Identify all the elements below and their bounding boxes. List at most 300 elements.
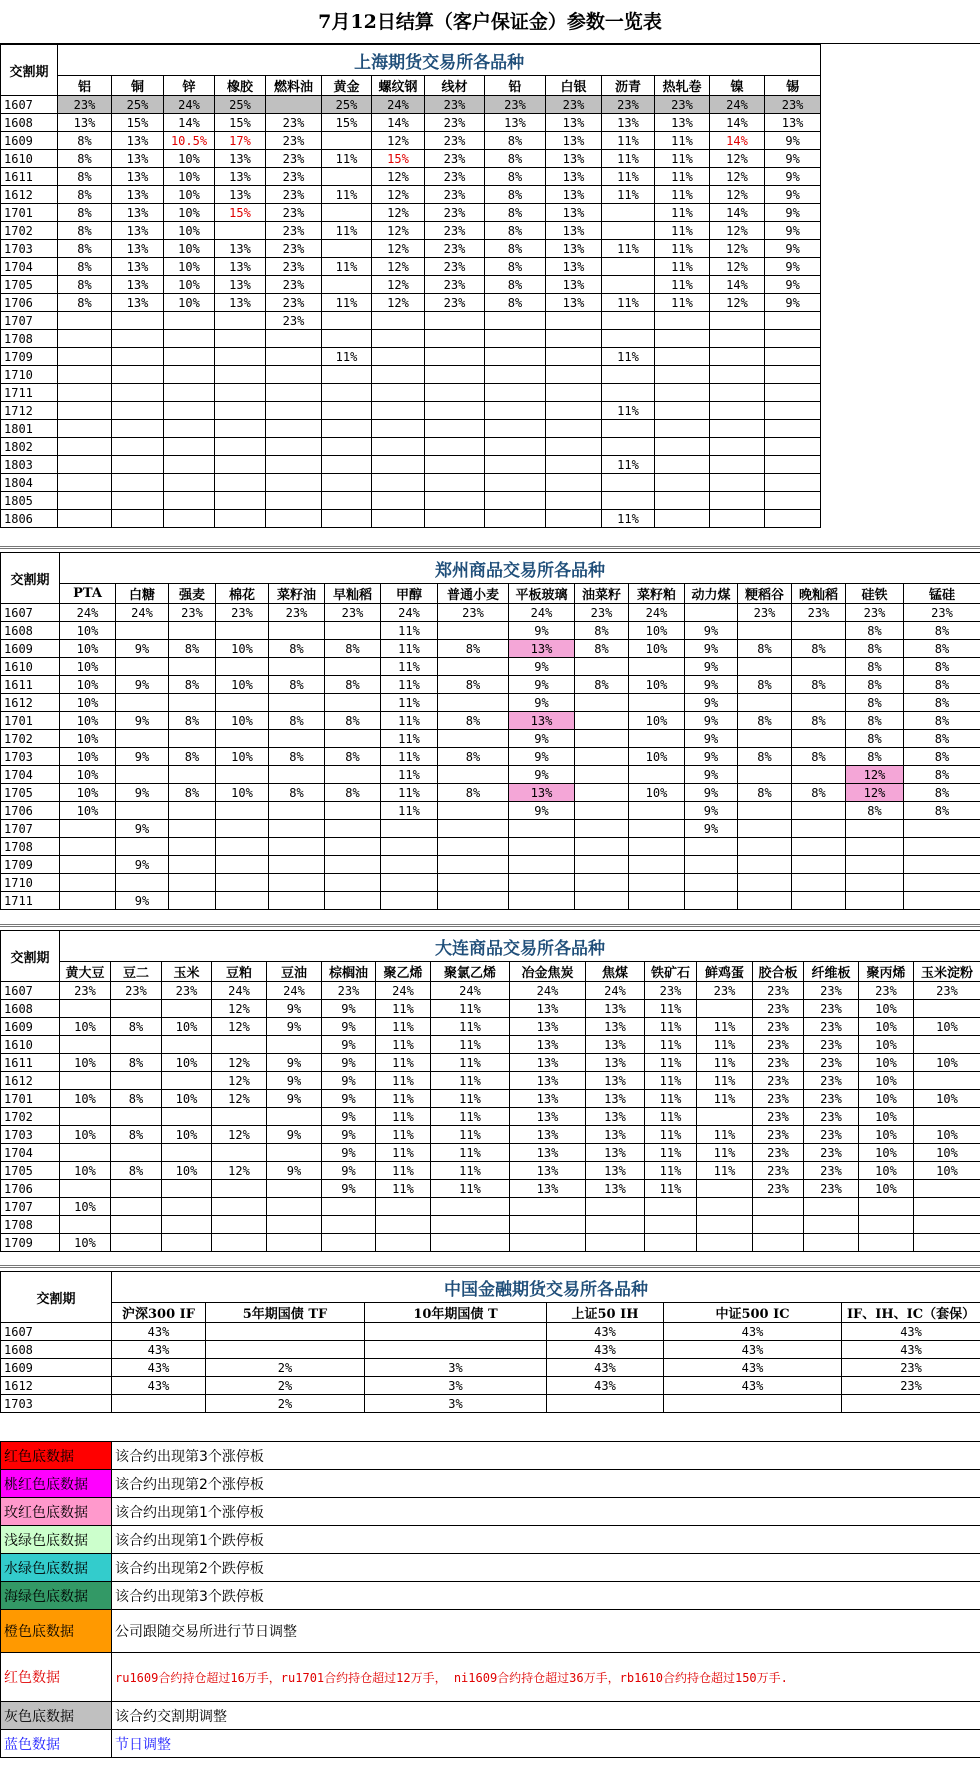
margin-cell: 8% [904, 676, 980, 694]
margin-cell [914, 1000, 980, 1018]
margin-cell: 12% [372, 294, 425, 312]
margin-cell: 9% [765, 204, 821, 222]
margin-cell: 10% [162, 1054, 212, 1072]
margin-cell [425, 348, 485, 366]
margin-cell [169, 658, 216, 676]
margin-cell [322, 510, 372, 528]
margin-cell [859, 1198, 914, 1216]
margin-cell: 13% [215, 258, 266, 276]
margin-cell [586, 1198, 645, 1216]
margin-cell: 11% [655, 132, 710, 150]
margin-cell: 10% [60, 748, 116, 766]
table-row [1, 366, 821, 384]
margin-cell: 12% [372, 132, 425, 150]
margin-cell [629, 802, 685, 820]
table-row [1, 1162, 980, 1180]
margin-cell: 10% [164, 168, 215, 186]
margin-cell [914, 1198, 980, 1216]
margin-cell: 11% [381, 730, 438, 748]
margin-cell [216, 730, 269, 748]
margin-cell [575, 694, 629, 712]
margin-cell: 10% [216, 640, 269, 658]
delivery-month: 1708 [1, 330, 58, 348]
margin-cell [372, 312, 425, 330]
margin-cell [322, 384, 372, 402]
margin-cell [655, 456, 710, 474]
margin-cell [162, 1216, 212, 1234]
margin-cell [846, 892, 904, 910]
margin-cell [267, 1108, 322, 1126]
margin-cell: 9% [116, 892, 169, 910]
margin-cell: 24% [586, 982, 645, 1000]
margin-cell [58, 402, 112, 420]
margin-cell: 10% [859, 1072, 914, 1090]
margin-cell [58, 366, 112, 384]
margin-cell: 11% [381, 802, 438, 820]
delivery-month: 1708 [1, 1216, 60, 1234]
margin-cell: 11% [381, 748, 438, 766]
column-header: 5年期国债 TF [206, 1303, 365, 1323]
margin-cell: 8% [269, 748, 325, 766]
shfe-section [0, 44, 821, 528]
table-row [1, 1234, 980, 1252]
margin-cell [438, 892, 509, 910]
delivery-month: 1612 [1, 1377, 112, 1395]
delivery-month: 1609 [1, 1018, 60, 1036]
legend-description: 该合约出现第3个涨停板 [112, 1442, 980, 1470]
margin-cell [485, 348, 546, 366]
margin-cell: 8% [485, 204, 546, 222]
margin-cell: 10% [60, 658, 116, 676]
margin-cell: 9% [685, 622, 738, 640]
delivery-month: 1703 [1, 240, 58, 258]
margin-cell: 10% [164, 186, 215, 204]
column-header: 热轧卷 [655, 76, 710, 96]
margin-cell: 24% [212, 982, 267, 1000]
margin-cell [645, 1216, 697, 1234]
margin-cell [546, 510, 602, 528]
margin-cell: 11% [697, 1162, 753, 1180]
margin-cell [738, 856, 792, 874]
margin-cell [266, 96, 322, 114]
margin-cell: 15% [215, 114, 266, 132]
margin-cell: 23% [804, 1054, 859, 1072]
margin-cell: 11% [655, 186, 710, 204]
margin-cell: 12% [372, 168, 425, 186]
period-header: 交割期 [1, 1272, 112, 1323]
margin-cell [792, 622, 846, 640]
margin-cell [266, 474, 322, 492]
margin-cell [112, 510, 164, 528]
margin-cell [792, 892, 846, 910]
margin-cell [216, 820, 269, 838]
column-header: 纤维板 [804, 962, 859, 982]
exchange-title: 上海期货交易所各品种 [58, 45, 821, 76]
margin-cell [765, 348, 821, 366]
margin-cell: 8% [58, 276, 112, 294]
margin-cell: 10% [859, 1108, 914, 1126]
margin-cell: 9% [322, 1036, 376, 1054]
margin-cell [602, 330, 655, 348]
margin-cell [575, 658, 629, 676]
margin-cell [602, 384, 655, 402]
table-row [1, 1018, 980, 1036]
margin-cell [216, 694, 269, 712]
margin-cell: 10% [60, 640, 116, 658]
margin-cell: 13% [509, 640, 575, 658]
margin-cell: 10% [914, 1126, 980, 1144]
margin-cell [116, 802, 169, 820]
margin-cell: 9% [322, 1090, 376, 1108]
margin-cell [372, 330, 425, 348]
delivery-month: 1703 [1, 748, 60, 766]
margin-cell: 23% [169, 604, 216, 622]
margin-cell [376, 1234, 431, 1252]
margin-cell [425, 402, 485, 420]
margin-cell [325, 874, 381, 892]
margin-cell [425, 312, 485, 330]
delivery-month: 1608 [1, 114, 58, 132]
margin-cell [381, 838, 438, 856]
margin-cell [267, 1036, 322, 1054]
legend-row [1, 1610, 980, 1653]
margin-cell: 24% [510, 982, 586, 1000]
margin-cell [266, 366, 322, 384]
margin-cell: 23% [425, 276, 485, 294]
margin-cell: 13% [215, 294, 266, 312]
margin-cell: 9% [685, 694, 738, 712]
margin-cell [206, 1341, 365, 1359]
margin-cell [206, 1323, 365, 1341]
margin-cell [738, 874, 792, 892]
margin-cell [914, 1072, 980, 1090]
delivery-month: 1609 [1, 640, 60, 658]
margin-cell: 14% [710, 276, 765, 294]
margin-cell: 13% [602, 114, 655, 132]
margin-cell [267, 1180, 322, 1198]
column-header: 硅铁 [846, 584, 904, 604]
margin-cell [804, 1234, 859, 1252]
table-row [1, 1341, 980, 1359]
margin-cell: 23% [266, 150, 322, 168]
margin-cell: 12% [212, 1126, 267, 1144]
margin-cell: 11% [697, 1090, 753, 1108]
column-header: 焦煤 [586, 962, 645, 982]
margin-cell: 11% [431, 1180, 510, 1198]
margin-cell [164, 402, 215, 420]
margin-cell: 11% [645, 1162, 697, 1180]
margin-cell: 8% [846, 802, 904, 820]
margin-cell [212, 1216, 267, 1234]
margin-cell: 13% [586, 1000, 645, 1018]
margin-cell: 9% [322, 1018, 376, 1036]
margin-cell [267, 1144, 322, 1162]
margin-cell: 9% [116, 640, 169, 658]
margin-cell [904, 820, 980, 838]
column-header: 黄大豆 [60, 962, 111, 982]
delivery-month: 1702 [1, 222, 58, 240]
margin-cell: 23% [753, 1126, 804, 1144]
delivery-month: 1710 [1, 366, 58, 384]
table-row [1, 186, 821, 204]
margin-cell: 11% [376, 1108, 431, 1126]
delivery-month: 1611 [1, 676, 60, 694]
legend-label: 灰色底数据 [1, 1702, 112, 1730]
margin-cell: 11% [376, 1090, 431, 1108]
margin-cell: 9% [685, 766, 738, 784]
margin-cell [425, 330, 485, 348]
margin-cell: 12% [372, 222, 425, 240]
margin-cell [111, 1000, 162, 1018]
margin-cell [164, 348, 215, 366]
margin-cell [216, 622, 269, 640]
column-header: 普通小麦 [438, 584, 509, 604]
margin-cell: 12% [710, 186, 765, 204]
margin-cell [215, 312, 266, 330]
legend-label: 海绿色底数据 [1, 1582, 112, 1610]
margin-cell: 8% [792, 784, 846, 802]
margin-cell [215, 330, 266, 348]
margin-cell: 8% [58, 168, 112, 186]
margin-cell: 8% [58, 258, 112, 276]
margin-cell [112, 348, 164, 366]
margin-cell [212, 1036, 267, 1054]
margin-cell: 3% [365, 1395, 547, 1413]
margin-cell [685, 874, 738, 892]
table-row [1, 1144, 980, 1162]
margin-cell: 11% [602, 168, 655, 186]
margin-cell: 9% [685, 802, 738, 820]
margin-cell [267, 1198, 322, 1216]
margin-cell [846, 820, 904, 838]
margin-cell: 23% [266, 222, 322, 240]
margin-cell: 13% [112, 258, 164, 276]
margin-cell: 8% [58, 186, 112, 204]
margin-cell [792, 802, 846, 820]
margin-cell: 10% [164, 222, 215, 240]
delivery-month: 1610 [1, 658, 60, 676]
margin-cell: 8% [269, 712, 325, 730]
margin-cell [162, 1000, 212, 1018]
margin-cell [164, 510, 215, 528]
margin-cell [216, 658, 269, 676]
margin-cell: 10% [859, 1036, 914, 1054]
margin-cell [58, 492, 112, 510]
margin-cell [438, 766, 509, 784]
margin-cell: 23% [266, 132, 322, 150]
margin-cell: 43% [664, 1323, 842, 1341]
margin-cell: 24% [267, 982, 322, 1000]
margin-cell: 23% [58, 96, 112, 114]
margin-cell [425, 438, 485, 456]
margin-cell: 10% [60, 1162, 111, 1180]
margin-cell [372, 438, 425, 456]
margin-cell: 24% [116, 604, 169, 622]
delivery-month: 1702 [1, 730, 60, 748]
margin-cell: 8% [169, 712, 216, 730]
legend-description: 公司跟随交易所进行节日调整 [112, 1610, 980, 1653]
margin-cell [738, 766, 792, 784]
margin-cell: 23% [842, 1377, 980, 1395]
margin-cell: 11% [322, 150, 372, 168]
margin-cell: 23% [266, 114, 322, 132]
table-row [1, 1395, 980, 1413]
margin-cell [112, 402, 164, 420]
margin-cell: 23% [425, 240, 485, 258]
margin-cell: 13% [510, 1090, 586, 1108]
margin-cell [322, 1216, 376, 1234]
column-header: 早籼稻 [325, 584, 381, 604]
margin-cell: 13% [215, 240, 266, 258]
margin-cell: 23% [842, 1359, 980, 1377]
margin-cell: 23% [804, 1036, 859, 1054]
margin-cell: 11% [645, 1126, 697, 1144]
margin-cell [510, 1234, 586, 1252]
margin-cell [710, 474, 765, 492]
margin-cell: 8% [111, 1090, 162, 1108]
delivery-month: 1607 [1, 604, 60, 622]
margin-cell [485, 402, 546, 420]
margin-cell: 43% [664, 1377, 842, 1395]
margin-cell [162, 1108, 212, 1126]
margin-cell [60, 1180, 111, 1198]
margin-cell: 11% [697, 1072, 753, 1090]
table-row [1, 240, 821, 258]
margin-cell [60, 1144, 111, 1162]
margin-cell [438, 838, 509, 856]
delivery-month: 1701 [1, 1090, 60, 1108]
margin-cell [112, 384, 164, 402]
margin-cell [269, 802, 325, 820]
column-header: 油菜籽 [575, 584, 629, 604]
margin-cell: 9% [685, 784, 738, 802]
margin-cell: 11% [431, 1162, 510, 1180]
margin-cell [322, 438, 372, 456]
table-row [1, 510, 821, 528]
margin-cell: 10% [60, 712, 116, 730]
margin-cell: 11% [645, 1054, 697, 1072]
margin-cell: 8% [169, 748, 216, 766]
margin-cell [602, 492, 655, 510]
margin-cell: 11% [376, 1162, 431, 1180]
table-row [1, 402, 821, 420]
section-divider [0, 924, 980, 927]
margin-cell: 10% [859, 1126, 914, 1144]
margin-cell [164, 366, 215, 384]
column-header: 豆二 [111, 962, 162, 982]
margin-cell [267, 1234, 322, 1252]
margin-cell [738, 730, 792, 748]
margin-cell: 8% [904, 640, 980, 658]
margin-cell: 23% [266, 294, 322, 312]
margin-cell: 23% [425, 132, 485, 150]
margin-cell [322, 492, 372, 510]
period-header: 交割期 [1, 45, 58, 96]
margin-cell: 23% [425, 294, 485, 312]
legend-description: ru1609合约持仓超过16万手，ru1701合约持仓超过12万手， ni1609合约持仓超过36万手，rb1610合约持仓超过150万手. [112, 1653, 980, 1702]
margin-cell: 8% [169, 640, 216, 658]
table-row [1, 132, 821, 150]
margin-cell: 13% [546, 258, 602, 276]
delivery-month: 1706 [1, 1180, 60, 1198]
margin-cell [710, 312, 765, 330]
margin-cell [162, 1036, 212, 1054]
margin-cell: 11% [322, 222, 372, 240]
delivery-month: 1711 [1, 892, 60, 910]
margin-cell: 10% [60, 1126, 111, 1144]
table-row [1, 1054, 980, 1072]
margin-cell: 11% [431, 1018, 510, 1036]
margin-cell [112, 474, 164, 492]
margin-cell: 11% [645, 1036, 697, 1054]
margin-cell [212, 1180, 267, 1198]
margin-cell [266, 330, 322, 348]
margin-cell [645, 1198, 697, 1216]
margin-cell [846, 838, 904, 856]
margin-cell: 11% [645, 1090, 697, 1108]
margin-cell: 11% [655, 240, 710, 258]
margin-cell [425, 384, 485, 402]
margin-cell: 24% [376, 982, 431, 1000]
margin-cell [546, 438, 602, 456]
margin-cell: 11% [602, 294, 655, 312]
margin-cell [269, 874, 325, 892]
margin-cell: 10% [914, 1162, 980, 1180]
margin-cell: 13% [510, 1036, 586, 1054]
column-header: 白银 [546, 76, 602, 96]
margin-cell [914, 1180, 980, 1198]
margin-cell [685, 856, 738, 874]
margin-cell [169, 622, 216, 640]
margin-cell: 9% [267, 1054, 322, 1072]
margin-cell: 24% [710, 96, 765, 114]
column-header: 上证50 IH [547, 1303, 664, 1323]
margin-cell [510, 1216, 586, 1234]
margin-cell [575, 892, 629, 910]
margin-cell: 23% [322, 982, 376, 1000]
delivery-month: 1711 [1, 384, 58, 402]
margin-cell [765, 438, 821, 456]
column-header: 玉米淀粉 [914, 962, 980, 982]
margin-cell [485, 456, 546, 474]
margin-cell [792, 730, 846, 748]
margin-cell [111, 1108, 162, 1126]
margin-cell: 25% [215, 96, 266, 114]
margin-cell: 13% [546, 114, 602, 132]
margin-cell: 9% [765, 150, 821, 168]
margin-cell: 10% [164, 150, 215, 168]
margin-cell: 11% [645, 1018, 697, 1036]
margin-cell: 9% [116, 856, 169, 874]
margin-cell: 13% [586, 1036, 645, 1054]
margin-cell: 13% [655, 114, 710, 132]
margin-cell: 17% [215, 132, 266, 150]
margin-cell: 11% [376, 1036, 431, 1054]
margin-cell: 8% [269, 676, 325, 694]
margin-cell: 23% [804, 1018, 859, 1036]
margin-cell [710, 492, 765, 510]
margin-cell: 8% [325, 784, 381, 802]
table-row [1, 1216, 980, 1234]
table-row [1, 1323, 980, 1341]
column-header: 锡 [765, 76, 821, 96]
table-row [1, 492, 821, 510]
column-header: 胶合板 [753, 962, 804, 982]
margin-cell: 23% [753, 1018, 804, 1036]
margin-cell [904, 892, 980, 910]
margin-cell [112, 456, 164, 474]
margin-cell [431, 1216, 510, 1234]
